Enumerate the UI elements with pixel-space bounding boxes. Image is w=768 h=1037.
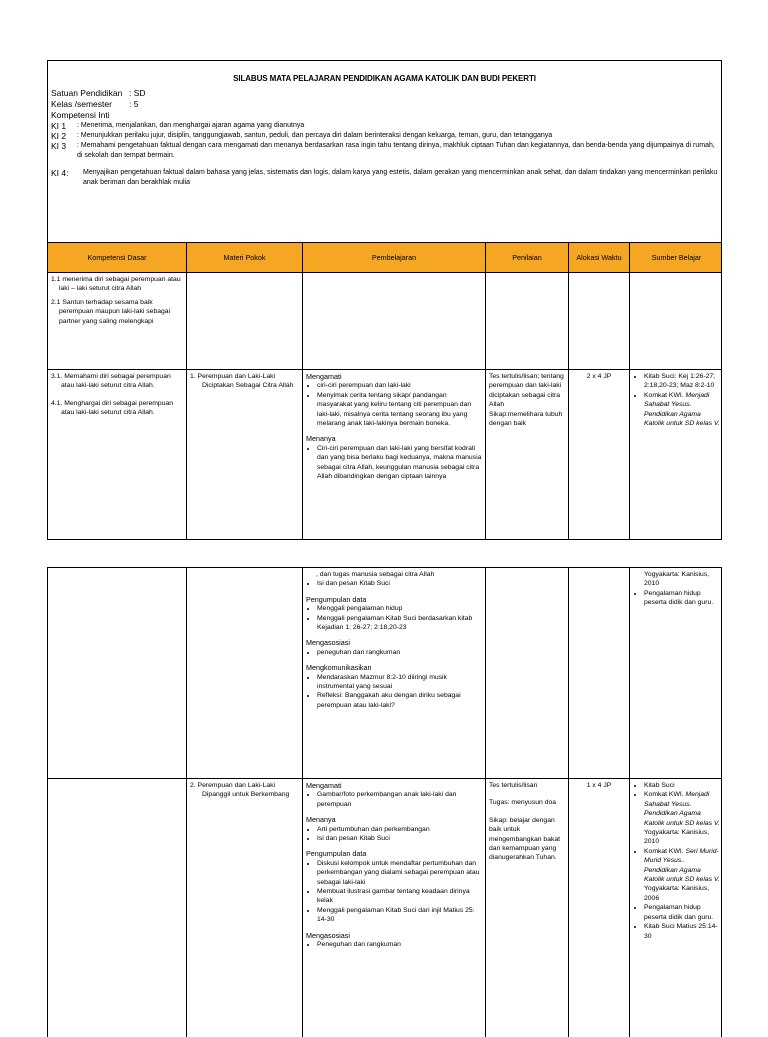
section-menanya: Menanya <box>306 815 482 824</box>
ki4-text: Menyajikan pengetahuan faktual dalam bahasa yang jelas, sistematis dan logis, dalam karya yang estetis, dalam gerakan yang mencerminkan anak sehat, dan dalam tindakan yang mencerminkan perilaku anak beriman dan berakhlak mulia <box>83 168 718 188</box>
table-header-row <box>48 243 723 273</box>
menanya-continued: , dan tugas manusia sebagai citra Allah <box>306 570 482 579</box>
table-row <box>48 779 723 1037</box>
document-page-1 <box>47 60 722 540</box>
list-item: • Peneguhan dan rangkuman <box>317 940 482 949</box>
ki3-row <box>51 141 718 161</box>
menanya-list <box>306 825 482 844</box>
table-row <box>48 273 723 370</box>
section-mengasosiasi: Mengasosiasi <box>306 931 482 940</box>
source-publisher: Yogyakarta: Kanisius, 2010 <box>644 829 709 845</box>
list-item: • Kitab Suci: Kej 1:26-27; 2:18,20-23; Maz 8:2-10 <box>644 372 720 391</box>
list-item: • Menggali pengalaman Kitab Suci berdasarkan kitab Kejadian 1: 26-27; 2:18,20-23 <box>317 614 482 633</box>
pembelajaran-cell <box>303 370 486 541</box>
kompetensi-inti-heading: Kompetensi Inti <box>51 110 718 121</box>
kd-cell <box>48 273 187 370</box>
section-mengamati: Mengamati <box>306 781 482 790</box>
mengamati-list <box>306 381 482 428</box>
penilaian-sikap: Sikap: belajar dengan baik untuk mengembangkan bakat dan kemampuan yang dianugerahkan Tuhan. <box>489 816 565 863</box>
satuan-row <box>51 88 718 99</box>
ki4-row <box>51 168 718 188</box>
kelas-value: : 5 <box>129 99 138 110</box>
syllabus-table-continued <box>47 567 722 1037</box>
kd-3-1: 3.1. Memahami diri sebagai perempuan atau laki-laki seturut citra Allah. <box>51 372 183 391</box>
list-item: • Arti pertumbuhan dan perkembangan <box>317 825 482 834</box>
list-item <box>644 790 720 846</box>
sumber-list <box>633 781 720 941</box>
syllabus-table <box>47 242 722 540</box>
menanya-list-cont <box>306 579 482 588</box>
source-publisher: Yogyakarta: Kanisius, 2010 <box>633 570 720 589</box>
section-pengumpulan-data: Pengumpulan data <box>306 849 482 858</box>
col-header-materi-pokok: Materi Pokok <box>187 243 303 273</box>
sumber-cell <box>630 273 723 370</box>
list-item: • Diskusi kelompok untuk mendaftar pertumbuhan dan perkembangan yang dialami sebagai perempuan atau sebagai laki-laki <box>317 859 482 887</box>
kd-4-1: 4.1. Menghargai diri sebagai perempuan atau laki-laki seturut citra Allah. <box>51 399 183 418</box>
col-header-alokasi-waktu: Alokasi Waktu <box>569 243 630 273</box>
materi-cell <box>187 779 303 1037</box>
materi-cell <box>187 568 303 779</box>
list-item: • Kitab Suci <box>644 781 720 790</box>
pembelajaran-cell <box>303 273 486 370</box>
ki3-label: KI 3 <box>51 141 77 161</box>
list-item: • Refleksi: Banggakah aku dengan diriku sebagai perempuan atau laki-laki? <box>317 691 482 710</box>
mengasosiasi-list <box>306 940 482 949</box>
col-header-kompetensi-dasar: Kompetensi Dasar <box>48 243 187 273</box>
list-item <box>644 391 720 429</box>
sumber-list-cont <box>633 589 720 608</box>
kd-cell <box>48 779 187 1037</box>
list-item: • Membuat ilustrasi gambar tentang keadaan dirinya kelak <box>317 887 482 906</box>
source-title: Menjadi Sahabat Yesus. Pendidikan Agama Katolik untuk SD kelas V. <box>644 392 720 427</box>
ki3-text: : Memahami pengetahuan faktual dengan cara mengamati dan menanya berdasarkan rasa ingin tahu tentang dirinya, makhluk ciptaan Tuhan dan kegiatannya, dan benda-benda yang dijumpainya di rumah, di sekolah dan tempat bermain. <box>77 141 718 161</box>
mengamati-list <box>306 790 482 809</box>
menanya-list <box>306 444 482 482</box>
sumber-list <box>633 372 720 428</box>
penilaian-sikap: Sikap:memelihara tubuh dengan baik <box>489 410 565 429</box>
kd-cell <box>48 568 187 779</box>
kelas-row <box>51 99 718 110</box>
section-mengkomunikasikan: Mengkomunikasikan <box>306 663 482 672</box>
materi-pokok-2: 2. Perempuan dan Laki-Laki Dipanggil untuk Berkembang <box>190 781 299 800</box>
document-page-2 <box>47 567 722 1037</box>
source-title: Seri Murid-Murid Yesus.. Pendidikan Agama Katolik untuk SD kelas V. <box>644 848 720 883</box>
list-item: • Menggali pengalaman Kitab Suci dari injil Matius 25: 14-30 <box>317 906 482 925</box>
penilaian-cell <box>486 568 569 779</box>
materi-cell <box>187 370 303 541</box>
col-header-sumber-belajar: Sumber Belajar <box>630 243 723 273</box>
section-mengasosiasi: Mengasosiasi <box>306 638 482 647</box>
list-item <box>644 847 720 903</box>
section-pengumpulan-data: Pengumpulan data <box>306 595 482 604</box>
table-row <box>48 370 723 541</box>
materi-cell <box>187 273 303 370</box>
ki2-text: : Menunjukkan perilaku jujur, disiplin, tanggungjawab, santun, peduli, dan percaya diri dalam berinteraksi dengan keluarga, teman, guru, dan tetangganya <box>77 131 718 141</box>
materi-pokok-1: 1. Perempuan dan Laki-Laki Diciptakan Sebagai Citra Allah <box>190 372 299 391</box>
sumber-cell <box>630 779 723 1037</box>
source-author: Komkat KWI. <box>644 791 684 798</box>
source-author: Komkat KWI. <box>644 392 684 399</box>
list-item: • ciri-ciri perempuan dan laki-laki <box>317 381 482 390</box>
kd-2-1: 2.1 Santun terhadap sesama baik perempuan maupun laki-laki sebagai partner yang saling melengkapi <box>51 298 183 326</box>
ki2-label: KI 2 <box>51 131 77 141</box>
col-header-penilaian: Penilaian <box>486 243 569 273</box>
section-menanya: Menanya <box>306 434 482 443</box>
list-item: • Kitab Suci Matius 25:14-30 <box>644 922 720 941</box>
list-item: • Menggali pengalaman hidup <box>317 604 482 613</box>
pengumpulan-list <box>306 604 482 632</box>
penilaian-cell <box>486 779 569 1037</box>
pembelajaran-cell <box>303 779 486 1037</box>
ki1-row <box>51 121 718 131</box>
syllabus-header <box>48 61 721 188</box>
penilaian-tugas: Tugas: menyusun doa <box>489 798 565 807</box>
mengkomunikasikan-list <box>306 673 482 711</box>
penilaian-tes: Tes tertulis/lisan; tentang perempuan dan laki-laki diciptakan sebagai citra Allah <box>489 372 565 410</box>
penilaian-tes: Tes tertulis/lisan <box>489 781 565 790</box>
kd-1-1: 1.1 menerima diri sebagai perempuan atau laki – laki seturut citra Allah <box>51 275 183 294</box>
kelas-label: Kelas /semester <box>51 99 129 110</box>
ki1-label: KI 1 <box>51 121 77 131</box>
alokasi-cell <box>569 568 630 779</box>
list-item: • Gambar/foto perkembangan anak laki-laki dan perempuan <box>317 790 482 809</box>
satuan-value: : SD <box>129 88 146 99</box>
list-item: • peneguhan dan rangkuman <box>317 648 482 657</box>
ki4-label: KI 4: <box>51 168 83 188</box>
source-publisher: Yogyakarta: Kanisius, 2006 <box>644 885 709 901</box>
list-item: • Pengalaman hidup peserta didik dan guru. <box>644 589 720 608</box>
list-item: • Mendaraskan Mazmur 8:2-10 diiringi musik instrumental yang sesuai <box>317 673 482 692</box>
satuan-label: Satuan Pendidikan <box>51 88 129 99</box>
alokasi-cell <box>569 273 630 370</box>
alokasi-cell: 2 x 4 JP <box>569 370 630 541</box>
alokasi-cell: 1 x 4 JP <box>569 779 630 1037</box>
mengasosiasi-list <box>306 648 482 657</box>
list-item: • Isi dan pesan Kitab Suci <box>317 579 482 588</box>
ki2-row <box>51 131 718 141</box>
penilaian-cell <box>486 370 569 541</box>
list-item: • Isi dan pesan Kitab Suci <box>317 834 482 843</box>
table-row <box>48 568 723 779</box>
pembelajaran-cell <box>303 568 486 779</box>
list-item: • Ciri-ciri perempuan dan laki-laki yang bersifat kodrati dan yang bisa berlaku bagi keduanya, makna manusia sebagai citra Allah, keunggulan manusia sebagai citra Allah dibandingkan dengan ciptaan lainnya <box>317 444 482 482</box>
col-header-pembelajaran: Pembelajaran <box>303 243 486 273</box>
list-item: • Menyimak cerita tentang sikap/ pandangan masyarakat yang keliru tentang citi perempuan dan laki-laki, misalnya cerita tentang seorang ibu yang melarang anak laki-lakinya bermain boneka. <box>317 391 482 429</box>
sumber-cell <box>630 568 723 779</box>
pengumpulan-list <box>306 859 482 925</box>
section-mengamati: Mengamati <box>306 372 482 381</box>
kd-cell <box>48 370 187 541</box>
list-item: • Pengalaman hidup peserta didik dan guru. <box>644 903 720 922</box>
ki1-text: : Menerima, menjalankan, dan menghargai ajaran agama yang dianutnya <box>77 121 718 131</box>
source-title: Menjadi Sahabat Yesus. Pendidikan Agama Katolik untuk SD kelas V. <box>644 791 720 826</box>
sumber-cell <box>630 370 723 541</box>
penilaian-cell <box>486 273 569 370</box>
page-title: SILABUS MATA PELAJARAN PENDIDIKAN AGAMA KATOLIK DAN BUDI PEKERTI <box>51 73 718 84</box>
source-author: Komkat KWI. <box>644 848 684 855</box>
